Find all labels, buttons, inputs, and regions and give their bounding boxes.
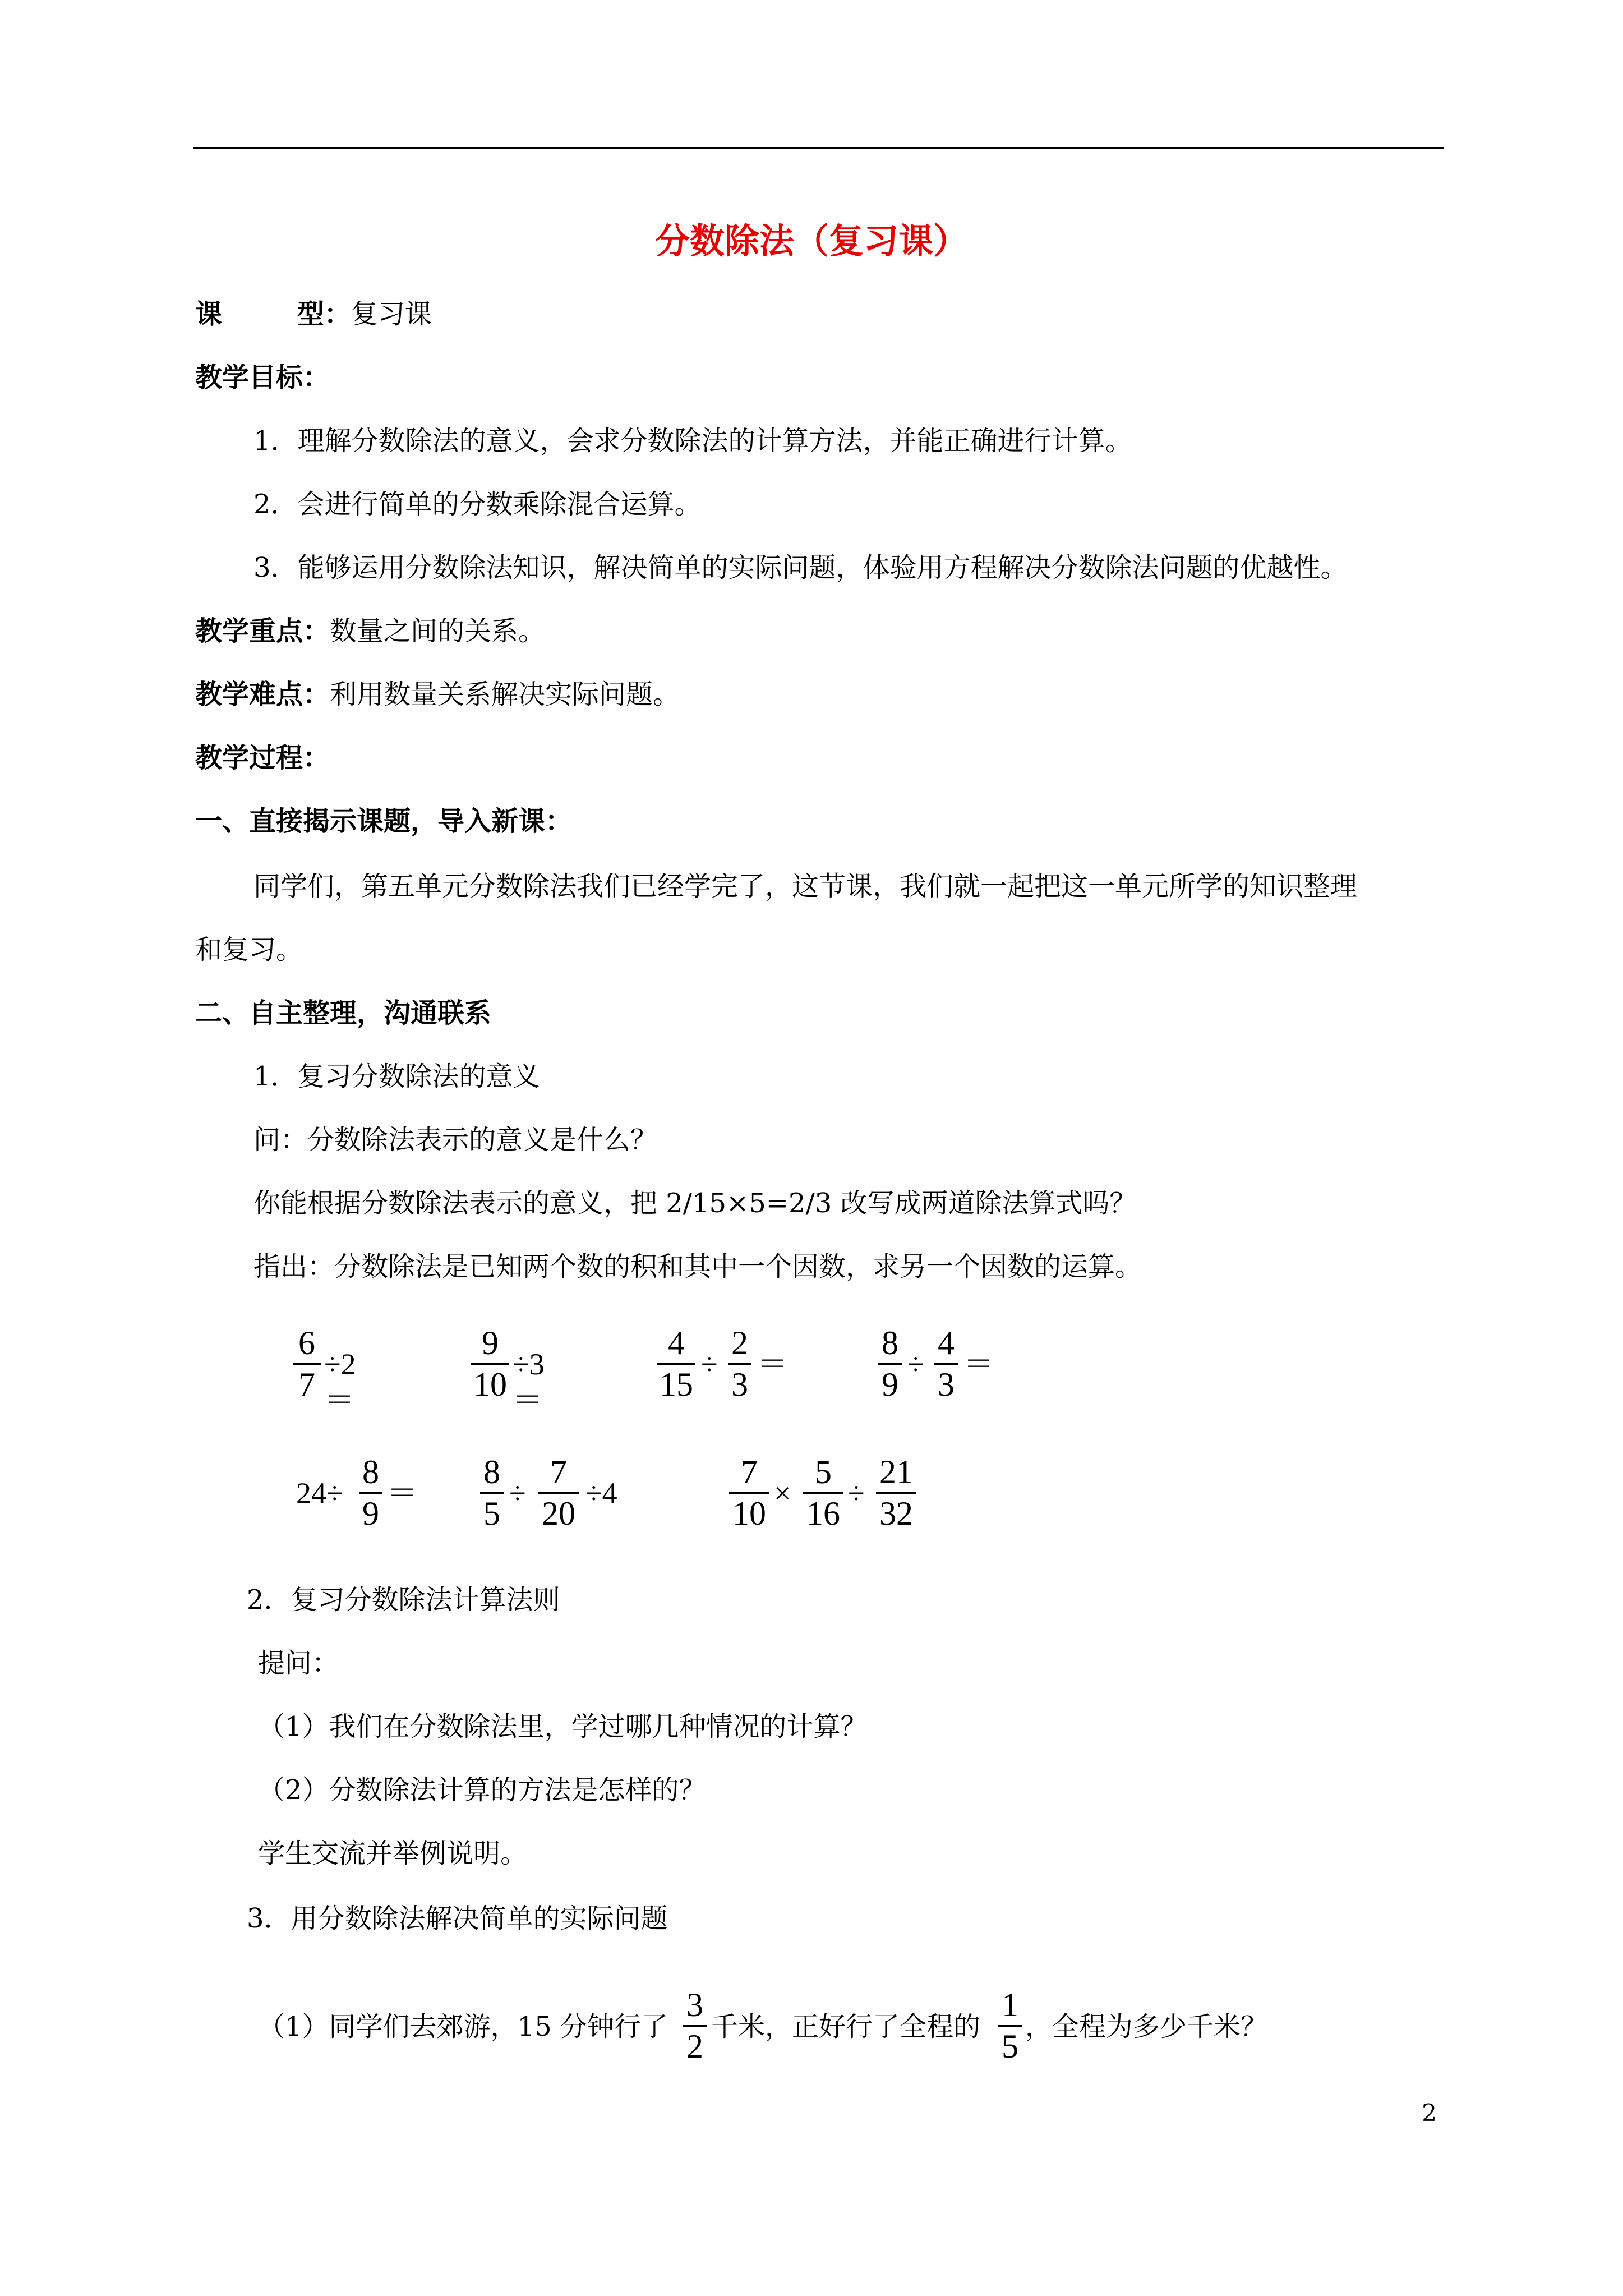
- fraction: 6 7: [293, 1325, 321, 1402]
- key-point-value: 数量之间的关系。: [330, 615, 546, 647]
- definition-line: 指出：分数除法是已知两个数的积和其中一个因数，求另一个因数的运算。: [253, 1251, 1142, 1282]
- lesson-type-value: 复习课: [351, 298, 432, 330]
- difficulty-label: 教学难点：: [195, 679, 330, 710]
- equals: ＝: [963, 1347, 994, 1381]
- fraction: 4 3: [934, 1325, 958, 1402]
- goal-item-1: 1．理解分数除法的意义，会求分数除法的计算方法，并能正确进行计算。: [253, 425, 1132, 457]
- key-point-label: 教学重点：: [195, 615, 330, 647]
- section1-para-line1: 同学们，第五单元分数除法我们已经学完了，这节课，我们就一起把这一单元所学的知识整理: [253, 871, 1358, 902]
- operator: ÷: [848, 1476, 865, 1510]
- goals-heading: 教学目标：: [195, 362, 330, 393]
- fraction: 2 3: [728, 1325, 751, 1402]
- ask-label: 提问：: [258, 1648, 339, 1679]
- lesson-type-row: [195, 297, 432, 331]
- page-title: 分数除法（复习课）: [654, 220, 968, 261]
- question-1: （1）我们在分数除法里，学过哪几种情况的计算？: [258, 1711, 868, 1742]
- fraction: 7 10: [729, 1454, 769, 1531]
- section1-heading: 一、直接揭示课题，导入新课：: [195, 806, 573, 837]
- exercise-text: 24÷: [296, 1476, 343, 1510]
- item3-heading: 3．用分数除法解决简单的实际问题: [247, 1903, 668, 1934]
- question-line: 问：分数除法表示的意义是什么？: [253, 1124, 658, 1156]
- fraction: 8 9: [878, 1325, 902, 1402]
- problem-1-text-c: ，全程为多少千米？: [1025, 2011, 1268, 2042]
- problem-1-text-b: 千米，正好行了全程的: [711, 2011, 981, 2042]
- process-heading: 教学过程：: [195, 742, 330, 774]
- exchange-line: 学生交流并举例说明。: [258, 1838, 528, 1869]
- problem-1-text-a: （1）同学们去郊游，15 分钟行了: [258, 2011, 668, 2042]
- difficulty-value: 利用数量关系解决实际问题。: [330, 679, 680, 710]
- question-2: （2）分数除法计算的方法是怎样的？: [258, 1774, 706, 1806]
- operator: ×: [774, 1476, 791, 1510]
- equals: ＝: [757, 1347, 787, 1381]
- header-rule: [193, 147, 1444, 149]
- goal-item-2: 2．会进行简单的分数乘除混合运算。: [253, 489, 702, 520]
- key-point-row: [195, 614, 545, 648]
- equals: ＝: [387, 1476, 417, 1510]
- fraction: 5 16: [803, 1454, 843, 1531]
- fraction: 8 9: [359, 1454, 382, 1531]
- lesson-type-label: 课 型：: [195, 298, 351, 330]
- exercise-text: ÷4: [585, 1476, 617, 1510]
- item1-heading: 1．复习分数除法的意义: [253, 1061, 540, 1092]
- operator: ÷: [907, 1347, 924, 1381]
- fraction: 1 5: [998, 1987, 1022, 2064]
- fraction: 4 15: [657, 1325, 695, 1402]
- fraction: 3 2: [683, 1987, 707, 2064]
- section1-para-line2: 和复习。: [195, 934, 303, 965]
- difficulty-row: [195, 678, 680, 711]
- operator: ÷: [701, 1347, 718, 1381]
- operator: ÷: [509, 1476, 526, 1510]
- page-number: 2: [1422, 2099, 1437, 2127]
- fraction: 8 5: [480, 1454, 504, 1531]
- section2-heading: 二、自主整理，沟通联系: [195, 997, 492, 1029]
- exercise-text: ÷3＝: [513, 1347, 545, 1417]
- fraction: 7 20: [538, 1454, 579, 1531]
- fraction: 21 32: [876, 1454, 916, 1531]
- item2-heading: 2．复习分数除法计算法则: [247, 1584, 560, 1616]
- rewrite-line: 你能根据分数除法表示的意义，把 2/15×5=2/3 改写成两道除法算式吗？: [253, 1188, 1137, 1219]
- goal-item-3: 3．能够运用分数除法知识，解决简单的实际问题，体验用方程解决分数除法问题的优越性。: [253, 552, 1348, 583]
- exercise-text: ÷2＝: [324, 1347, 356, 1417]
- fraction: 9 10: [471, 1325, 509, 1402]
